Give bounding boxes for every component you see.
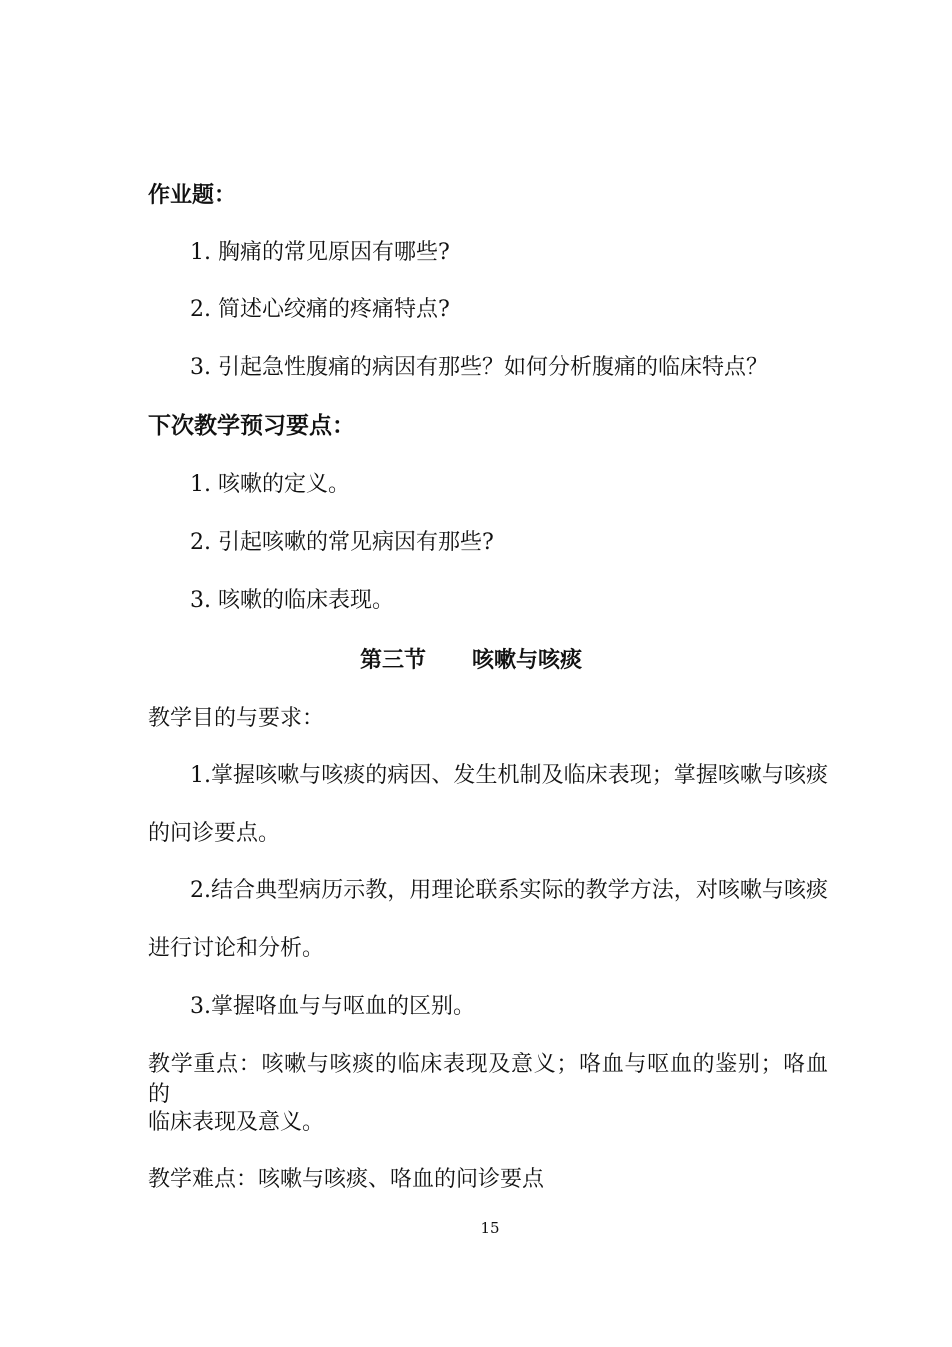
homework-item-1: 1. 胸痛的常见原因有哪些? — [190, 240, 450, 265]
homework-heading: 作业题： — [148, 182, 237, 208]
objective-1-line-1: 1.掌握咳嗽与咳痰的病因、发生机制及临床表现；掌握咳嗽与咳痰 — [190, 763, 828, 788]
homework-item-2: 2. 简述心绞痛的疼痛特点? — [190, 297, 450, 322]
page-number: 15 — [480, 1219, 500, 1237]
section-title: 咳嗽与咳痰 — [472, 647, 583, 673]
preview-item-2: 2. 引起咳嗽的常见病因有那些? — [190, 530, 494, 555]
section-number: 第三节 — [360, 647, 427, 673]
objective-2-line-1: 2.结合典型病历示教，用理论联系实际的教学方法，对咳嗽与咳痰 — [190, 878, 828, 903]
difficulties-line: 教学难点：咳嗽与咳痰、咯血的问诊要点 — [148, 1167, 545, 1192]
preview-item-3: 3. 咳嗽的临床表现。 — [190, 588, 394, 613]
objective-3: 3.掌握咯血与与呕血的区别。 — [190, 994, 475, 1019]
objective-1-line-2: 的问诊要点。 — [148, 821, 281, 846]
key-points-line-1: 教学重点：咳嗽与咳痰的临床表现及意义；咯血与呕血的鉴别；咯血的 — [148, 1052, 828, 1107]
preview-item-1: 1. 咳嗽的定义。 — [190, 472, 350, 497]
objective-2-line-2: 进行讨论和分析。 — [148, 936, 325, 961]
homework-item-3: 3. 引起急性腹痛的病因有那些？如何分析腹痛的临床特点？ — [190, 355, 768, 380]
key-points-line-2: 临床表现及意义。 — [148, 1110, 325, 1135]
preview-heading: 下次教学预习要点： — [148, 412, 355, 439]
objectives-heading: 教学目的与要求： — [148, 706, 325, 731]
